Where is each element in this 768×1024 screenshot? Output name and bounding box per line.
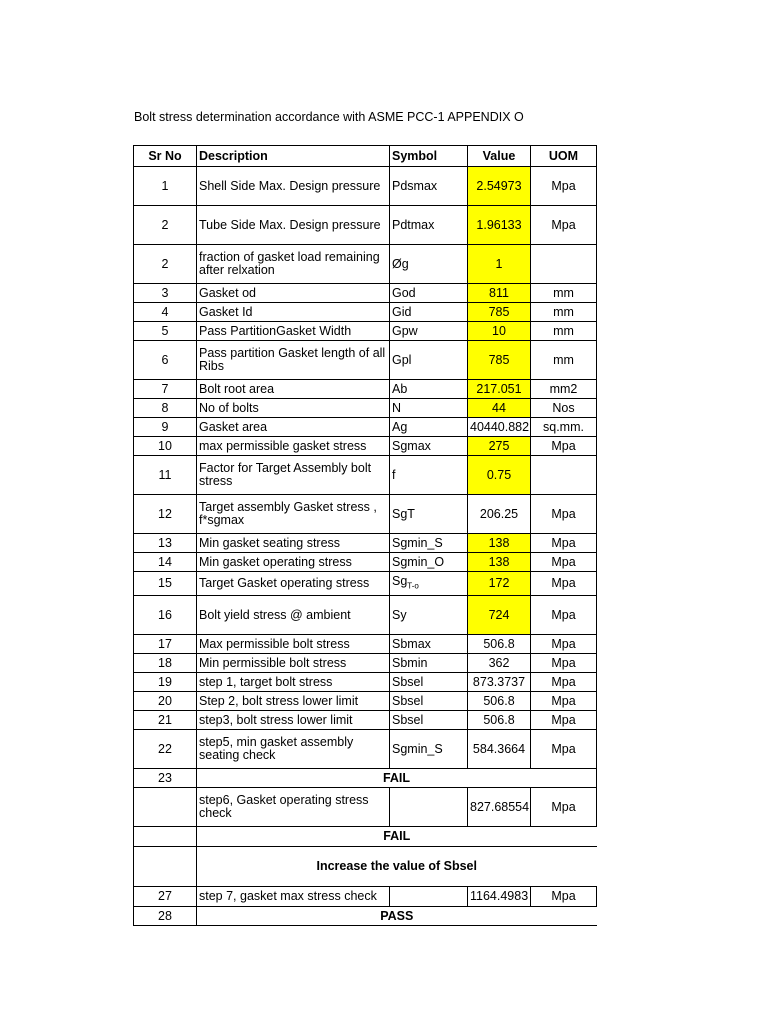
cell-value: 873.3737 (468, 673, 531, 692)
cell-sr-no: 9 (134, 418, 197, 437)
cell-sr-no: 5 (134, 322, 197, 341)
table-row (134, 534, 597, 553)
cell-sr-no: 1 (134, 167, 197, 206)
cell-description: Gasket area (197, 418, 390, 437)
cell-value: 138 (468, 534, 531, 553)
cell-symbol: Sbmax (390, 635, 468, 654)
cell-description: Min permissible bolt stress (197, 654, 390, 673)
document-title: Bolt stress determination accordance with ASME PCC-1 APPENDIX O (134, 110, 524, 124)
cell-symbol: Gpw (390, 322, 468, 341)
table-row (134, 322, 597, 341)
cell-symbol (390, 887, 468, 907)
cell-symbol: Ab (390, 380, 468, 399)
cell-symbol (390, 788, 468, 827)
cell-sr-no (134, 788, 197, 827)
cell-uom: Mpa (531, 788, 597, 827)
table-row (134, 437, 597, 456)
cell-symbol: Sgmin_O (390, 553, 468, 572)
cell-description: Target Gasket operating stress (197, 572, 390, 596)
cell-value: 138 (468, 553, 531, 572)
cell-description: Min gasket operating stress (197, 553, 390, 572)
cell-sr-no: 16 (134, 596, 197, 635)
cell-uom: mm (531, 322, 597, 341)
cell-sr-no: 22 (134, 730, 197, 769)
result-pass-28: PASS (197, 907, 597, 926)
table-row (134, 418, 597, 437)
table-row (134, 692, 597, 711)
table-row-step7 (134, 887, 597, 907)
cell-description: Max permissible bolt stress (197, 635, 390, 654)
cell-sr-no: 23 (134, 769, 197, 788)
table-row (134, 245, 597, 284)
table-row (134, 456, 597, 495)
table-row (134, 596, 597, 635)
table-row-result-23 (134, 769, 597, 788)
cell-uom: mm (531, 341, 597, 380)
cell-sr-no: 20 (134, 692, 197, 711)
cell-uom: Mpa (531, 437, 597, 456)
table-row (134, 654, 597, 673)
cell-description: Pass partition Gasket length of all Ribs (197, 341, 390, 380)
result-fail-step6: FAIL (197, 827, 597, 847)
cell-description: step3, bolt stress lower limit (197, 711, 390, 730)
cell-symbol: N (390, 399, 468, 418)
cell-uom: Mpa (531, 534, 597, 553)
cell-sr-no-empty (134, 827, 197, 847)
table-row (134, 284, 597, 303)
cell-uom: Mpa (531, 206, 597, 245)
cell-sr-no: 12 (134, 495, 197, 534)
cell-sr-no: 3 (134, 284, 197, 303)
table-row (134, 495, 597, 534)
table-row (134, 380, 597, 399)
cell-description: Min gasket seating stress (197, 534, 390, 553)
cell-symbol: Sbmin (390, 654, 468, 673)
cell-uom: mm (531, 303, 597, 322)
cell-description: Pass PartitionGasket Width (197, 322, 390, 341)
table-row-result-28 (134, 907, 597, 926)
cell-sr-no: 7 (134, 380, 197, 399)
cell-description: No of bolts (197, 399, 390, 418)
table-row (134, 303, 597, 322)
cell-uom (531, 456, 597, 495)
cell-description: Factor for Target Assembly bolt stress (197, 456, 390, 495)
cell-sr-no: 10 (134, 437, 197, 456)
cell-value: 785 (468, 303, 531, 322)
cell-sr-no-empty (134, 847, 197, 887)
cell-symbol: f (390, 456, 468, 495)
cell-symbol: Sy (390, 596, 468, 635)
table-row-note (134, 847, 597, 887)
cell-value: 1.96133 (468, 206, 531, 245)
cell-description: Tube Side Max. Design pressure (197, 206, 390, 245)
cell-symbol: SgT (390, 495, 468, 534)
cell-symbol: God (390, 284, 468, 303)
table-row (134, 711, 597, 730)
table-body (134, 167, 597, 926)
header-description: Description (197, 146, 390, 167)
cell-uom: Mpa (531, 654, 597, 673)
cell-sr-no: 17 (134, 635, 197, 654)
cell-symbol: Sbsel (390, 673, 468, 692)
header-uom: UOM (531, 146, 597, 167)
cell-description: Bolt root area (197, 380, 390, 399)
cell-value: 206.25 (468, 495, 531, 534)
cell-uom: mm (531, 284, 597, 303)
cell-uom: Mpa (531, 572, 597, 596)
table-row (134, 553, 597, 572)
cell-value: 10 (468, 322, 531, 341)
cell-uom (531, 245, 597, 284)
cell-uom: Mpa (531, 635, 597, 654)
table-row (134, 206, 597, 245)
cell-uom: Mpa (531, 553, 597, 572)
cell-description: fraction of gasket load remaining after relxation (197, 245, 390, 284)
cell-uom: Mpa (531, 692, 597, 711)
cell-symbol: Øg (390, 245, 468, 284)
cell-sr-no: 14 (134, 553, 197, 572)
table-header-row (134, 146, 597, 167)
cell-value: 584.3664 (468, 730, 531, 769)
cell-sr-no: 13 (134, 534, 197, 553)
table-row (134, 399, 597, 418)
cell-uom: Mpa (531, 730, 597, 769)
bolt-stress-table (133, 145, 597, 926)
cell-uom: Mpa (531, 167, 597, 206)
cell-uom: Mpa (531, 495, 597, 534)
cell-value: 1 (468, 245, 531, 284)
cell-value: 827.68554 (468, 788, 531, 827)
cell-sr-no: 11 (134, 456, 197, 495)
cell-uom: Mpa (531, 887, 597, 907)
note-increase-sbsel: Increase the value of Sbsel (197, 847, 597, 887)
cell-value: 506.8 (468, 635, 531, 654)
cell-description: step 1, target bolt stress (197, 673, 390, 692)
cell-uom: sq.mm. (531, 418, 597, 437)
cell-value: 217.051 (468, 380, 531, 399)
cell-value: 2.54973 (468, 167, 531, 206)
cell-value: 724 (468, 596, 531, 635)
cell-description: Target assembly Gasket stress , f*sgmax (197, 495, 390, 534)
cell-value: 44 (468, 399, 531, 418)
cell-uom: Mpa (531, 711, 597, 730)
cell-symbol: Gpl (390, 341, 468, 380)
cell-description: step6, Gasket operating stress check (197, 788, 390, 827)
cell-symbol: Pdtmax (390, 206, 468, 245)
header-sr-no: Sr No (134, 146, 197, 167)
result-fail-23: FAIL (197, 769, 597, 788)
cell-symbol: Sgmin_S (390, 730, 468, 769)
cell-symbol: Sbsel (390, 711, 468, 730)
cell-description: step5, min gasket assembly seating check (197, 730, 390, 769)
cell-sr-no: 21 (134, 711, 197, 730)
cell-sr-no: 2 (134, 206, 197, 245)
cell-value: 0.75 (468, 456, 531, 495)
cell-description: step 7, gasket max stress check (197, 887, 390, 907)
cell-sr-no: 18 (134, 654, 197, 673)
cell-value: 1164.4983 (468, 887, 531, 907)
cell-value: 275 (468, 437, 531, 456)
table-row (134, 341, 597, 380)
table-row (134, 635, 597, 654)
cell-sr-no: 6 (134, 341, 197, 380)
cell-sr-no: 19 (134, 673, 197, 692)
table-row (134, 572, 597, 596)
cell-description: Step 2, bolt stress lower limit (197, 692, 390, 711)
header-value: Value (468, 146, 531, 167)
symbol-main: Sg (392, 573, 408, 588)
cell-symbol: Sbsel (390, 692, 468, 711)
symbol-subscript: T-o (407, 581, 419, 591)
cell-uom: Nos (531, 399, 597, 418)
cell-sr-no: 4 (134, 303, 197, 322)
table-row-step6 (134, 788, 597, 827)
cell-description: Gasket od (197, 284, 390, 303)
cell-description: Bolt yield stress @ ambient (197, 596, 390, 635)
cell-value: 172 (468, 572, 531, 596)
cell-value: 785 (468, 341, 531, 380)
table-row-result-step6 (134, 827, 597, 847)
cell-sr-no: 15 (134, 572, 197, 596)
cell-value: 506.8 (468, 692, 531, 711)
cell-symbol: Gid (390, 303, 468, 322)
header-symbol: Symbol (390, 146, 468, 167)
cell-sr-no: 2 (134, 245, 197, 284)
cell-uom: Mpa (531, 673, 597, 692)
cell-symbol: Pdsmax (390, 167, 468, 206)
cell-description: max permissible gasket stress (197, 437, 390, 456)
table-row (134, 730, 597, 769)
cell-symbol: Sgmax (390, 437, 468, 456)
cell-value: 40440.882 (468, 418, 531, 437)
table-row (134, 673, 597, 692)
cell-sr-no: 28 (134, 907, 197, 926)
cell-sr-no: 27 (134, 887, 197, 907)
cell-symbol (390, 572, 468, 596)
cell-symbol: Sgmin_S (390, 534, 468, 553)
cell-value: 811 (468, 284, 531, 303)
cell-symbol: Ag (390, 418, 468, 437)
cell-value: 506.8 (468, 711, 531, 730)
cell-uom: Mpa (531, 596, 597, 635)
cell-description: Gasket Id (197, 303, 390, 322)
cell-uom: mm2 (531, 380, 597, 399)
cell-description: Shell Side Max. Design pressure (197, 167, 390, 206)
cell-value: 362 (468, 654, 531, 673)
cell-sr-no: 8 (134, 399, 197, 418)
table-row (134, 167, 597, 206)
